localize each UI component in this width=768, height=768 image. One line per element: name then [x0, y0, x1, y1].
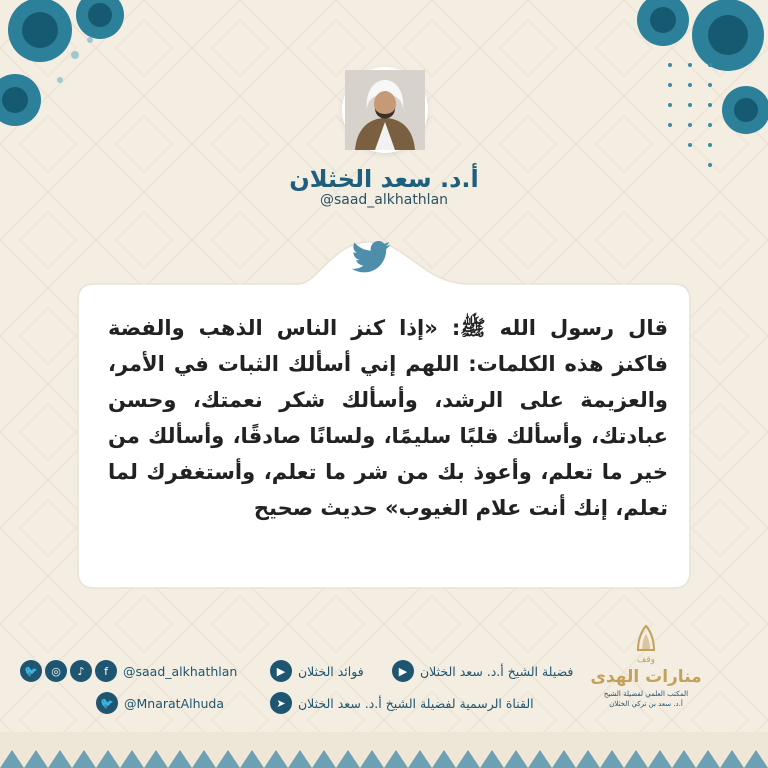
- logo-waqf: وقف: [637, 655, 655, 665]
- logo-sub1: المكتب العلمي لفضيلة الشيخ: [603, 690, 689, 698]
- tiktok-icon[interactable]: ♪: [70, 660, 92, 682]
- facebook-icon[interactable]: f: [95, 660, 117, 682]
- youtube-fawaid-label[interactable]: فوائد الخثلان: [298, 663, 364, 679]
- footer: [20, 660, 595, 720]
- logo-title: منارات الهدى: [590, 667, 702, 687]
- twitter-icon[interactable]: 🐦: [96, 692, 118, 714]
- flower-ornament-top-left: [0, 0, 140, 140]
- telegram-icon[interactable]: ➤: [270, 692, 292, 714]
- author-handle: @saad_alkhathlan: [319, 192, 449, 208]
- instagram-icon[interactable]: ◎: [45, 660, 67, 682]
- logo-sub2: أ.د. سعد بن تركي الخثلان: [609, 700, 683, 708]
- youtube-sheikh-label[interactable]: فضيلة الشيخ أ.د. سعد الخثلان: [420, 663, 574, 679]
- mnarat-alhuda-logo: [590, 620, 702, 712]
- social-handle[interactable]: @saad_alkhathlan: [123, 663, 238, 679]
- telegram-channel-label[interactable]: القناة الرسمية لفضيلة الشيخ أ.د. سعد الخثلان: [298, 695, 534, 711]
- author-name: أ.د. سعد الخثلان: [289, 165, 479, 193]
- twitter-handle[interactable]: @MnaratAlhuda: [124, 695, 225, 711]
- bottom-ornament-band: [0, 732, 768, 768]
- twitter-bird-icon: [351, 241, 391, 273]
- hadith-text: قال رسول الله ﷺ: «إذا كنز الناس الذهب والفضة فاكنز هذه الكلمات: اللهم إني أسألك الثبات في الأمر، والعزيمة على الرشد، وأسألك شكر نعمتك، وحسن عبادتك، وأسألك قلبًا سليمًا، ولسانًا صادقًا، وأسألك من خير ما تعلم، وأعوذ بك من شر ما تعلم، وأستغفرك لما تعلم، إنك أنت علام الغيوب» حديث صحيح: [108, 316, 668, 520]
- youtube-icon[interactable]: ▶: [270, 660, 292, 682]
- social-icons: [20, 660, 117, 682]
- youtube-icon[interactable]: ▶: [392, 660, 414, 682]
- twitter-icon[interactable]: 🐦: [20, 660, 42, 682]
- author-avatar: [345, 70, 425, 150]
